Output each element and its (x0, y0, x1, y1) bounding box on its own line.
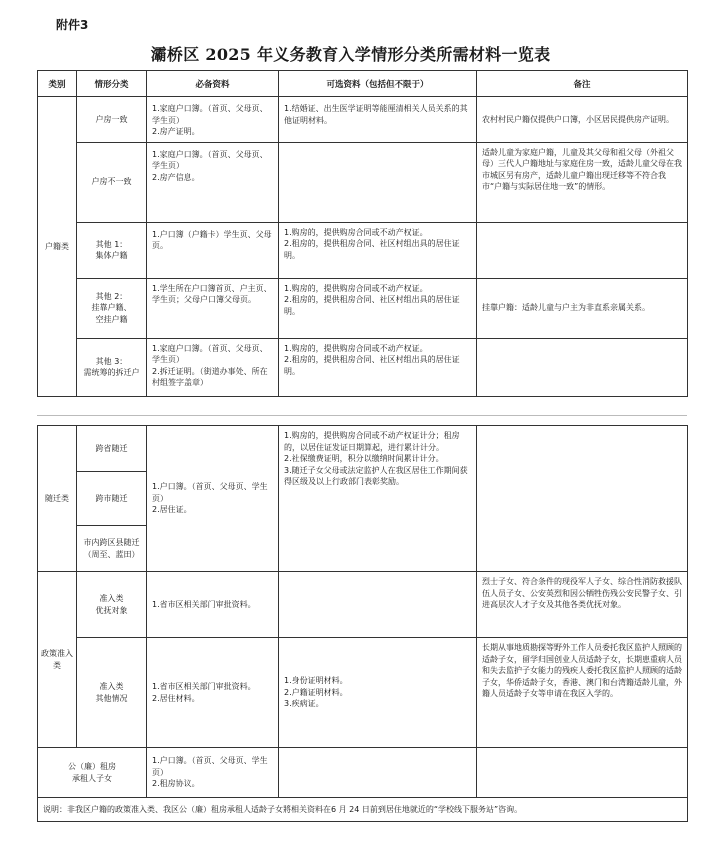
materials-table-part2 (37, 425, 688, 822)
required-cell: 1.省市区相关部门审批资料。 2.居住材料。 (147, 638, 279, 748)
note-cell (477, 426, 688, 572)
required-cell: 1.家庭户口簿。（首页、父母页、学生页） 2.房产信息。 (147, 142, 279, 222)
header-required: 必备资料 (147, 71, 279, 97)
optional-cell: 1.购房的，提供购房合同或不动产权证。 2.租房的，提供租房合同、社区村组出具的居住证明。 (279, 278, 477, 338)
optional-cell: 1.购房的，提供购房合同或不动产权证计分；租房的，以居住证发证日期算起，进行累计计分。 2.社保缴费证明，积分以缴纳时间累计计分。 3.随迁子女父母或法定监护人在我区居住工作期间获得区级及以上行政部门表彰奖励。 (279, 426, 477, 572)
table-row (38, 798, 688, 822)
note-cell (477, 222, 688, 278)
category-huji: 户籍类 (38, 97, 77, 397)
situation-cell: 户房一致 (77, 97, 147, 143)
optional-cell (279, 748, 477, 798)
situation-cell: 准入类 其他情况 (77, 638, 147, 748)
note-cell: 挂靠户籍：适龄儿童与户主为非直系亲属关系。 (477, 278, 688, 338)
table-row (38, 572, 688, 638)
situation-cell: 其他 1： 集体户籍 (77, 222, 147, 278)
optional-cell (279, 572, 477, 638)
note-cell: 农村村民户籍仅提供户口簿，小区居民提供房产证明。 (477, 97, 688, 143)
table-row (38, 142, 688, 222)
required-cell: 1.家庭户口簿。（首页、父母页、学生页） 2.拆迁证明。（街道办事处、所在村组签字盖章） (147, 338, 279, 396)
note-cell (477, 338, 688, 396)
situation-cell: 公（廉）租房 承租人子女 (38, 748, 147, 798)
situation-cell: 准入类 优抚对象 (77, 572, 147, 638)
table-row (38, 638, 688, 748)
table-row (38, 222, 688, 278)
optional-cell: 1.购房的，提供购房合同或不动产权证。 2.租房的，提供租房合同、社区村组出具的居住证明。 (279, 222, 477, 278)
page-break-divider (37, 415, 687, 416)
category-suiqian: 随迁类 (38, 426, 77, 572)
required-cell: 1.学生所在户口簿首页、户主页、学生页；父母户口簿父母页。 (147, 278, 279, 338)
required-cell: 1.户口簿。（首页、父母页、学生页） 2.居住证。 (147, 426, 279, 572)
optional-cell: 1.结婚证、出生医学证明等能厘清相关人员关系的其他证明材料。 (279, 97, 477, 143)
header-category: 类别 (38, 71, 77, 97)
note-cell: 长期从事地质勘探等野外工作人员委托我区监护人照顾的适龄子女，留学归国创业人员适龄子女，长期患重病人员和失去监护子女能力的残疾人委托我区监护人照顾的适龄子女，华侨适龄子女，香港、澳门和台湾籍适龄儿童，外籍人员适龄子女等申请在我区入学的。 (477, 638, 688, 748)
required-cell: 1.省市区相关部门审批资料。 (147, 572, 279, 638)
table-row (38, 97, 688, 143)
header-note: 备注 (477, 71, 688, 97)
page-title: 灞桥区 2025 年义务教育入学情形分类所需材料一览表 (150, 45, 551, 64)
optional-cell (279, 142, 477, 222)
required-cell: 1.户口簿。（首页、父母页、学生页） 2.租房协议。 (147, 748, 279, 798)
materials-table-part1 (37, 70, 688, 397)
situation-cell: 其他 3： 需统筹的拆迁户 (77, 338, 147, 396)
table-row (38, 426, 688, 472)
header-optional: 可选资料（包括但不限于） (279, 71, 477, 97)
footnote: 说明：非我区户籍的政策准入类、我区公（廉）租房承租人适龄子女將相关资料在6 月 24 日前到居住地就近的“学校线下服务站”咨询。 (38, 798, 688, 822)
situation-cell: 其他 2： 挂靠户籍、 空挂户籍 (77, 278, 147, 338)
attachment-label: 附件3 (56, 18, 89, 32)
table-row (38, 278, 688, 338)
required-cell: 1.户口簿（户籍卡）学生页、父母页。 (147, 222, 279, 278)
header-situation: 情形分类 (77, 71, 147, 97)
table-row (38, 338, 688, 396)
note-cell: 适龄儿童为家庭户籍，儿童及其父母和祖父母（外祖父母）三代人户籍地址与家庭住房一致，适龄儿童父母在我市城区另有房产，适龄儿童户籍出现迁移等不符合我市“户籍与实际居住地一致”的情形。 (477, 142, 688, 222)
table-header-row (38, 71, 688, 97)
required-cell: 1.家庭户口簿。（首页、父母页、学生页） 2.房产证明。 (147, 97, 279, 143)
optional-cell: 1.购房的，提供购房合同或不动产权证。 2.租房的，提供租房合同、社区村组出具的居住证明。 (279, 338, 477, 396)
optional-cell: 1.身份证明材料。 2.户籍证明材料。 3.疾病证。 (279, 638, 477, 748)
note-cell: 烈士子女、符合条件的现役军人子女、综合性消防救援队伍人员子女、公安英烈和因公牺牲伤残公安民警子女、引进高层次人才子女及其他各类优抚对象。 (477, 572, 688, 638)
situation-cell: 跨省随迁 (77, 426, 147, 472)
situation-cell: 跨市随迁 (77, 472, 147, 526)
situation-cell: 市内跨区县随迁（周至、蓝田） (77, 526, 147, 572)
note-cell (477, 748, 688, 798)
category-zhengce: 政策准入类 (38, 572, 77, 748)
situation-cell: 户房不一致 (77, 142, 147, 222)
table-row (38, 748, 688, 798)
